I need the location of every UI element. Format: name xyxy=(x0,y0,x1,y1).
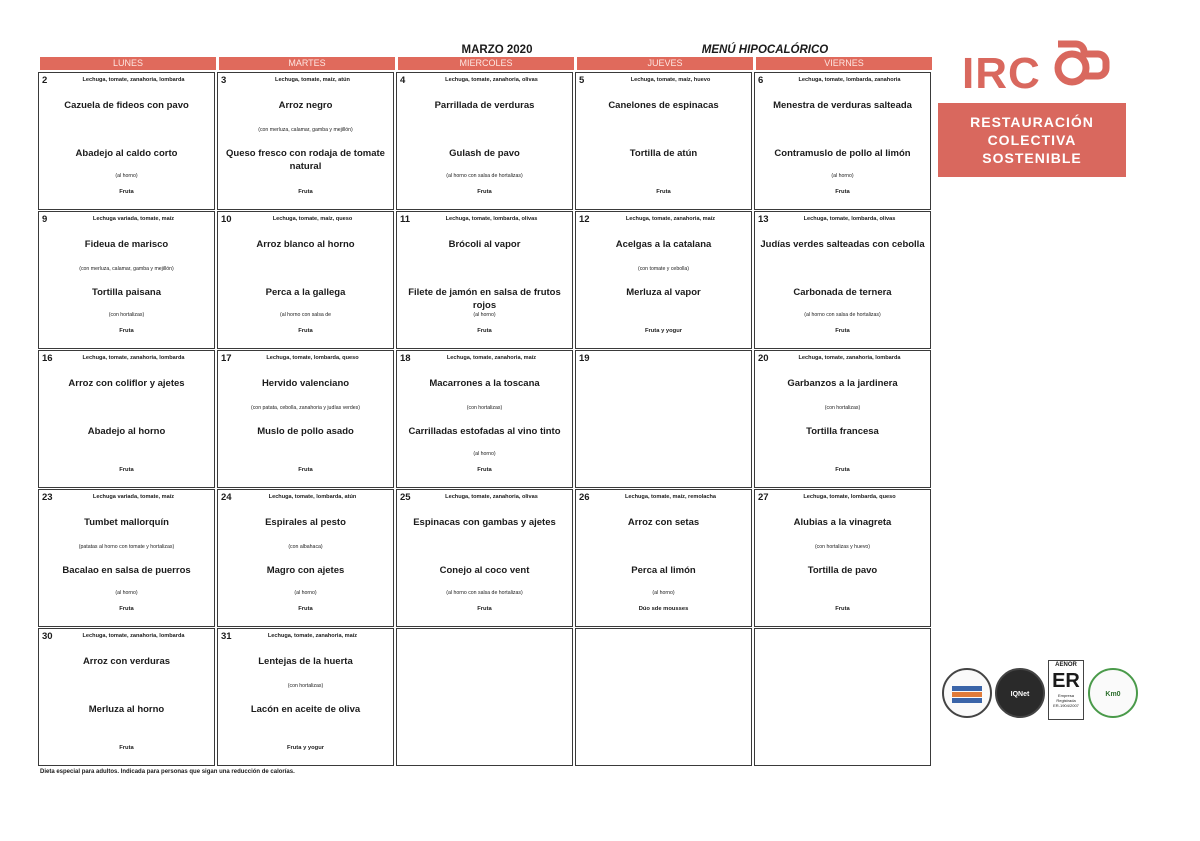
first-course: Espirales al pesto xyxy=(265,517,346,528)
menu-month-title: MARZO 2020 xyxy=(461,44,533,56)
second-course: Merluza al horno xyxy=(88,704,165,715)
weekday-header-lunes: LUNES xyxy=(40,57,216,70)
day-cell xyxy=(396,211,573,349)
day-cell xyxy=(754,72,931,210)
day-cell xyxy=(217,628,394,766)
first-course-note: (con patata, cebolla, zanahoria y judías verdes) xyxy=(250,405,360,411)
first-course: Macarrones a la toscana xyxy=(429,378,540,389)
day-cell xyxy=(754,350,931,488)
first-course: Arroz con setas xyxy=(627,517,700,528)
day-cell xyxy=(38,211,215,349)
first-course-note: (patatas al horno con tomate y hortalizas) xyxy=(78,544,175,550)
first-course-note: (con hortalizas) xyxy=(287,683,324,689)
day-cell xyxy=(754,211,931,349)
day-cell xyxy=(217,489,394,627)
salad-line: Lechuga, tomate, lombarda, olivas xyxy=(445,216,538,222)
first-course: Brócoli al vapor xyxy=(448,239,521,250)
salad-line: Lechuga, tomate, zanahoria, olivas xyxy=(445,77,538,83)
first-course: Canelones de espinacas xyxy=(608,100,719,111)
aenor-er-seal-icon xyxy=(1048,660,1084,720)
salad-line: Lechuga, tomate, lombarda, queso xyxy=(266,355,359,361)
second-course-note: (al horno) xyxy=(294,590,317,596)
second-course: Filete de jamón en salsa de frutos rojos xyxy=(408,287,561,311)
sustainability-banner xyxy=(938,103,1126,177)
second-course: Gulash de pavo xyxy=(449,148,520,159)
salad-line: Lechuga, tomate, maíz, queso xyxy=(272,216,353,222)
salad-line: Lechuga, tomate, zanahoria, lombarda xyxy=(798,355,901,361)
day-number: 17 xyxy=(221,353,232,364)
second-course: Tortilla de atún xyxy=(629,148,698,159)
day-number: 24 xyxy=(221,492,232,503)
second-course-note: (al horno con salsa de hortalizas) xyxy=(446,173,523,179)
salad-line: Lechuga, tomate, lombarda, queso xyxy=(803,494,896,500)
day-cell xyxy=(217,72,394,210)
salad-line: Lechuga, tomate, zanahoria, maíz xyxy=(267,633,358,639)
day-cell xyxy=(575,628,752,766)
salad-line: Lechuga, tomate, maíz, atún xyxy=(275,77,350,83)
second-course: Lacón en aceite de oliva xyxy=(250,704,361,715)
second-course: Perca al limón xyxy=(631,565,696,576)
dessert-line: Fruta xyxy=(656,189,671,195)
first-course: Arroz con coliflor y ajetes xyxy=(68,378,185,389)
dessert-line: Fruta xyxy=(835,467,850,473)
weekday-header-martes: MARTES xyxy=(219,57,395,70)
second-course-note: (al horno con salsa de xyxy=(279,312,332,318)
first-course: Lentejas de la huerta xyxy=(258,656,353,667)
day-number: 25 xyxy=(400,492,411,503)
dessert-line: Fruta xyxy=(119,467,134,473)
salad-line: Lechuga, tomate, maíz, remolacha xyxy=(624,494,717,500)
day-number: 18 xyxy=(400,353,411,364)
banner-line-1: RESTAURACIÓN xyxy=(970,114,1094,130)
salad-line: Lechuga, tomate, zanahoria, maíz xyxy=(625,216,716,222)
salad-line: Lechuga, tomate, zanahoria, maíz xyxy=(446,355,537,361)
second-course: Abadejo al horno xyxy=(87,426,166,437)
day-number: 6 xyxy=(758,75,764,86)
dessert-line: Fruta xyxy=(298,328,313,334)
second-course: Tortilla paisana xyxy=(92,287,161,298)
salad-line: Lechuga variada, tomate, maíz xyxy=(92,216,175,222)
second-course-note: (con hortalizas) xyxy=(108,312,145,318)
first-course: Garbanzos a la jardinera xyxy=(787,378,898,389)
salad-line: Lechuga, tomate, zanahoria, lombarda xyxy=(82,77,185,83)
salad-line: Lechuga variada, tomate, maíz xyxy=(92,494,175,500)
day-number: 11 xyxy=(400,214,411,225)
day-cell xyxy=(38,350,215,488)
first-course-note: (con hortalizas) xyxy=(466,405,503,411)
day-cell xyxy=(575,489,752,627)
dessert-line: Dúo sde mousses xyxy=(638,606,689,612)
second-course-note: (al horno con salsa de hortalizas) xyxy=(804,312,881,318)
first-course-note: (con albahaca) xyxy=(288,544,323,550)
irc-logo-mark-icon xyxy=(1048,32,1110,92)
banner-line-3: SOSTENIBLE xyxy=(982,150,1082,166)
second-course: Magro con ajetes xyxy=(266,565,345,576)
second-course: Abadejo al caldo corto xyxy=(75,148,178,159)
dessert-line: Fruta y yogur xyxy=(286,745,325,751)
day-number: 26 xyxy=(579,492,590,503)
day-cell xyxy=(575,211,752,349)
salad-line: Lechuga, tomate, zanahoria, lombarda xyxy=(82,633,185,639)
dessert-line: Fruta xyxy=(477,467,492,473)
day-cell xyxy=(575,72,752,210)
day-number: 2 xyxy=(42,75,48,86)
second-course: Tortilla de pavo xyxy=(807,565,878,576)
salad-line: Lechuga, tomate, zanahoria, olivas xyxy=(445,494,538,500)
er-sub-label: Empresa Registrada xyxy=(1056,693,1076,703)
aenor-label: AENOR xyxy=(1055,662,1077,668)
dessert-line: Fruta xyxy=(835,189,850,195)
day-number: 4 xyxy=(400,75,406,86)
day-cell xyxy=(754,489,931,627)
first-course: Arroz negro xyxy=(278,100,333,111)
weekday-header-jueves: JUEVES xyxy=(577,57,753,70)
second-course: Carrilladas estofadas al vino tinto xyxy=(408,426,561,437)
day-cell xyxy=(217,350,394,488)
salad-line: Lechuga, tomate, lombarda, zanahoria xyxy=(798,77,901,83)
day-number: 19 xyxy=(579,353,590,364)
day-number: 9 xyxy=(42,214,48,225)
first-course: Cazuela de fideos con pavo xyxy=(64,100,189,111)
salad-line: Lechuga, tomate, lombarda, atún xyxy=(268,494,357,500)
km0-label: Km0 xyxy=(1105,691,1121,698)
iqnet-label: IQNet xyxy=(1010,691,1030,698)
day-cell xyxy=(575,350,752,488)
day-cell xyxy=(396,350,573,488)
iqnet-seal-icon xyxy=(995,668,1045,718)
day-number: 12 xyxy=(579,214,590,225)
first-course: Espinacas con gambas y ajetes xyxy=(413,517,556,528)
weekday-header-miercoles: MIERCOLES xyxy=(398,57,574,70)
day-number: 16 xyxy=(42,353,53,364)
dessert-line: Fruta xyxy=(119,606,134,612)
day-number: 23 xyxy=(42,492,53,503)
day-cell xyxy=(396,628,573,766)
irc-logo-text: IRC xyxy=(962,49,1041,98)
second-course-note: (al horno) xyxy=(473,451,496,457)
second-course: Contramuslo de pollo al limón xyxy=(774,148,911,159)
er-label: ER xyxy=(1052,670,1080,692)
day-number: 27 xyxy=(758,492,769,503)
day-cell xyxy=(38,628,215,766)
salad-line: Lechuga, tomate, maíz, huevo xyxy=(630,77,711,83)
dessert-line: Fruta xyxy=(298,189,313,195)
first-course: Tumbet mallorquín xyxy=(84,517,169,528)
banner-line-2: COLECTIVA xyxy=(987,132,1077,148)
day-number: 13 xyxy=(758,214,769,225)
dessert-line: Fruta xyxy=(298,606,313,612)
dessert-line: Fruta y yogur xyxy=(644,328,683,334)
day-cell xyxy=(396,72,573,210)
day-cell xyxy=(38,489,215,627)
salad-line: Lechuga, tomate, lombarda, olivas xyxy=(803,216,896,222)
first-course-note: (con hortalizas y huevo) xyxy=(814,544,871,550)
second-course: Queso fresco con rodaja de tomate natural xyxy=(226,148,385,172)
day-number: 5 xyxy=(579,75,585,86)
second-course-note: (al horno) xyxy=(831,173,854,179)
second-course: Perca a la gallega xyxy=(265,287,346,298)
second-course-note: (al horno con salsa de hortalizas) xyxy=(446,590,523,596)
km0-seal-icon xyxy=(1088,668,1138,718)
first-course-note: (con tomate y cebolla) xyxy=(637,266,690,272)
dessert-line: Fruta xyxy=(477,328,492,334)
second-course-note: (al horno) xyxy=(115,173,138,179)
first-course: Menestra de verduras salteada xyxy=(773,100,912,111)
dessert-line: Fruta xyxy=(298,467,313,473)
first-course: Alubias a la vinagreta xyxy=(793,517,892,528)
first-course-note: (con merluza, calamar, gamba y mejillón) xyxy=(79,266,174,272)
first-course: Parrillada de verduras xyxy=(434,100,535,111)
first-course: Arroz blanco al horno xyxy=(256,239,355,250)
day-number: 30 xyxy=(42,631,53,642)
day-cell xyxy=(217,211,394,349)
first-course: Acelgas a la catalana xyxy=(615,239,712,250)
er-code-label: ER-1904/2007 xyxy=(1053,703,1079,708)
second-course: Tortilla francesa xyxy=(806,426,879,437)
day-cell xyxy=(754,628,931,766)
second-course: Carbonada de ternera xyxy=(793,287,892,298)
first-course: Judías verdes salteadas con cebolla xyxy=(760,239,925,250)
day-number: 10 xyxy=(221,214,232,225)
day-number: 31 xyxy=(221,631,232,642)
day-cell xyxy=(396,489,573,627)
dessert-line: Fruta xyxy=(119,328,134,334)
first-course-note: (con hortalizas) xyxy=(824,405,861,411)
first-course: Arroz con verduras xyxy=(82,656,171,667)
second-course: Muslo de pollo asado xyxy=(257,426,354,437)
dessert-line: Fruta xyxy=(119,189,134,195)
day-number: 20 xyxy=(758,353,769,364)
day-number: 3 xyxy=(221,75,227,86)
first-course: Fideua de marisco xyxy=(84,239,169,250)
menu-name-title: MENÚ HIPOCALÓRICO xyxy=(701,44,829,56)
salad-line: Lechuga, tomate, zanahoria, lombarda xyxy=(82,355,185,361)
dessert-line: Fruta xyxy=(835,328,850,334)
diet-footnote: Dieta especial para adultos. Indicada para personas que sigan una reducción de calorías. xyxy=(40,769,295,775)
dessert-line: Fruta xyxy=(119,745,134,751)
dessert-line: Fruta xyxy=(477,189,492,195)
quality-seal-icon xyxy=(942,668,992,718)
day-cell xyxy=(38,72,215,210)
second-course: Bacalao en salsa de puerros xyxy=(62,565,191,576)
second-course-note: (al horno) xyxy=(652,590,675,596)
second-course-note: (al horno) xyxy=(115,590,138,596)
second-course-note: (al horno) xyxy=(473,312,496,318)
first-course: Hervido valenciano xyxy=(261,378,350,389)
weekday-header-viernes: VIERNES xyxy=(756,57,932,70)
first-course-note: (con merluza, calamar, gamba y mejillón) xyxy=(258,127,353,133)
dessert-line: Fruta xyxy=(477,606,492,612)
second-course: Conejo al coco vent xyxy=(439,565,530,576)
dessert-line: Fruta xyxy=(835,606,850,612)
quality-seal-graphic-icon xyxy=(944,670,990,716)
second-course: Merluza al vapor xyxy=(626,287,701,298)
